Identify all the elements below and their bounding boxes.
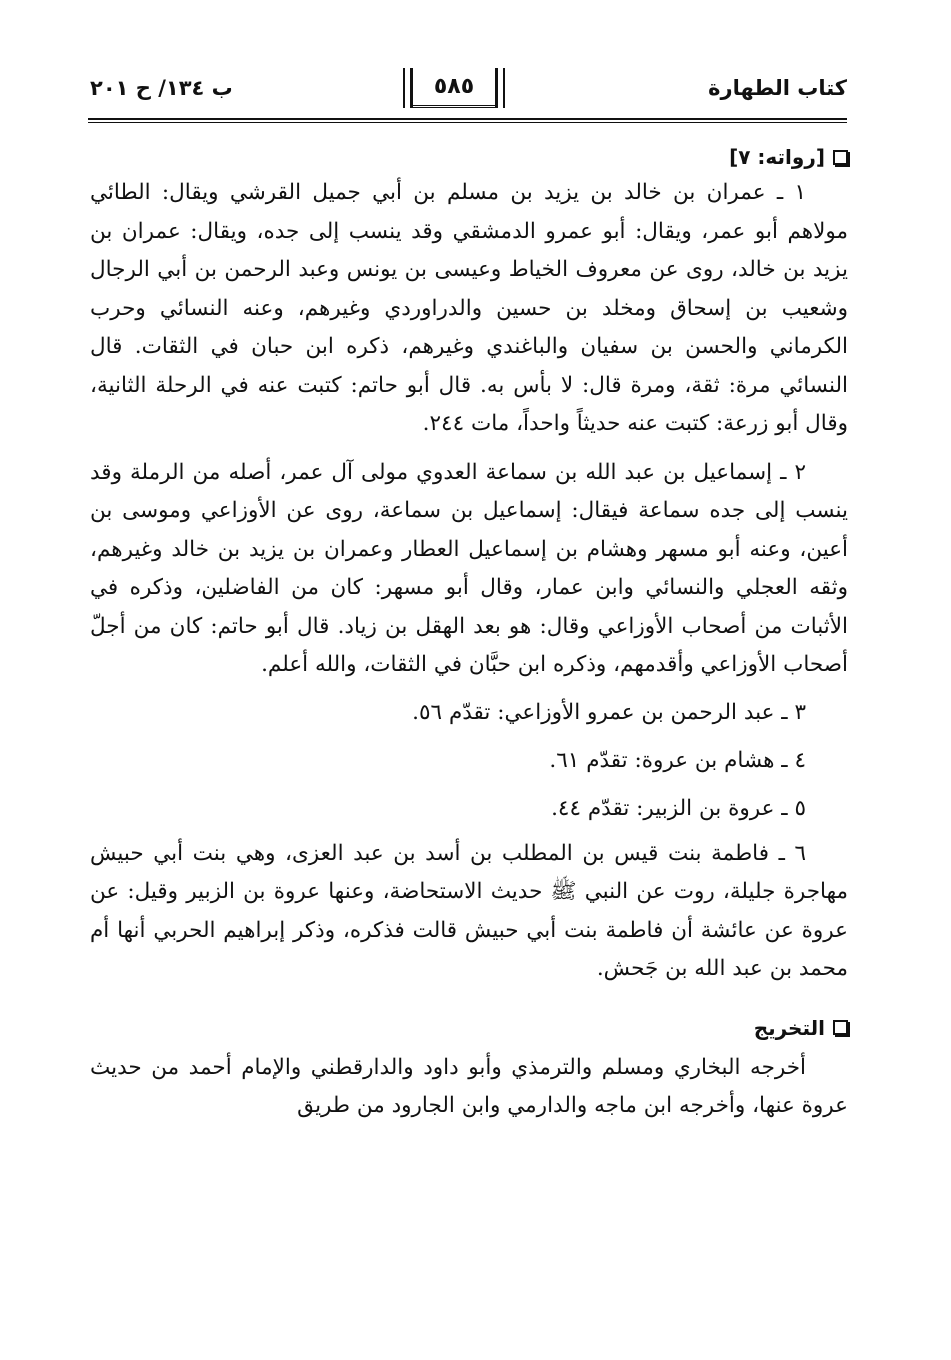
book-title: كتاب الطهارة [708, 76, 847, 100]
narrator-entry-2: ٢ ـ إسماعيل بن عبد الله بن سماعة العدوي مولى آل عمر، أصله من الرملة وقد ينسب إلى جده سماعة فيقال: إسماعيل بن سماعة، روى عن الأوزاعي وموسى بن أعين، وعنه أبو مسهر وهشام بن إسماعيل العطار وعمران بن يزيد بن خالد وغيرهم، وثقه العجلي والنسائي وابن عمار، وقال أبو مسهر: كان من الفاضلين، وذكره في الأثبات من أصحاب الأوزاعي وقال: هو بعد الهقل بن زياد. قال أبو حاتم: كان من أجلّ أصحاب الأوزاعي وأقدمهم، وذكره ابن حبَّان في الثقات، والله أعلم. [90, 459, 848, 677]
square-bullet-icon [833, 1020, 848, 1035]
narrators-heading-text: [رواته: ٧] [729, 145, 825, 169]
page-header [90, 68, 847, 116]
takhrij-text: أخرجه البخاري ومسلم والترمذي وأبو داود والدارقطني والإمام أحمد من حديث عروة عنها، وأخرجه ابن ماجه والدارمي وابن الجارود من طريق [90, 1054, 848, 1118]
takhrij-heading [90, 1011, 848, 1045]
narrator-entry-1: ١ ـ عمران بن خالد بن يزيد بن مسلم بن أبي جميل القرشي ويقال: الطائي مولاهم أبو عمر، ويقال: أبو عمرو الدمشقي وقد ينسب إلى جده، ويقال: عمران بن يزيد بن خالد، روى عن معروف الخياط وعيسى بن يونس وعبد الرحمن بن أبي الرجال وشعيب بن إسحاق ومخلد بن حسين والدراوردي وغيرهم، وعنه النسائي وحرب الكرماني والحسن بن سفيان والباغندي وغيرهم، ذكره ابن حبان في الثقات. قال النسائي مرة: ثقة، ومرة قال: لا بأس به. قال أبو حاتم: كتبت عنه في الرحلة الثانية، وقال أبو زرعة: كتبت عنه حديثاً واحداً، مات ٢٤٤. [90, 180, 848, 436]
narrator-entry-4: ٤ ـ هشام بن عروة: تقدّم ٦١. [549, 747, 806, 773]
narrator-entry-6: ٦ ـ فاطمة بنت قيس بن المطلب بن أسد بن عبد العزى، وهي بنت أبي حبيش مهاجرة جليلة، روت عن النبي ﷺ حديث الاستحاضة، وعنها عروة بن الزبير وقيل: عن عروة عن عائشة أن فاطمة بنت أبي حبيش قالت فذكره، وذكر إبراهيم الحربي أنها أم محمد بن عبد الله بن جَحش. [90, 840, 848, 981]
header-divider [88, 118, 847, 120]
square-bullet-icon [833, 150, 848, 165]
takhrij-heading-text: التخريج [753, 1015, 825, 1040]
chapter-reference: ب ١٣٤/ ح ٢٠١ [90, 76, 233, 100]
page-number: ٥٨٥ [410, 68, 498, 108]
narrator-entry-3: ٣ ـ عبد الرحمن بن عمرو الأوزاعي: تقدّم ٥٦. [412, 699, 806, 725]
narrators-heading [90, 140, 848, 174]
page-body [90, 140, 848, 1126]
narrator-entry-5: ٥ ـ عروة بن الزبير: تقدّم ٤٤. [551, 795, 806, 821]
header-divider-thin [88, 122, 847, 123]
